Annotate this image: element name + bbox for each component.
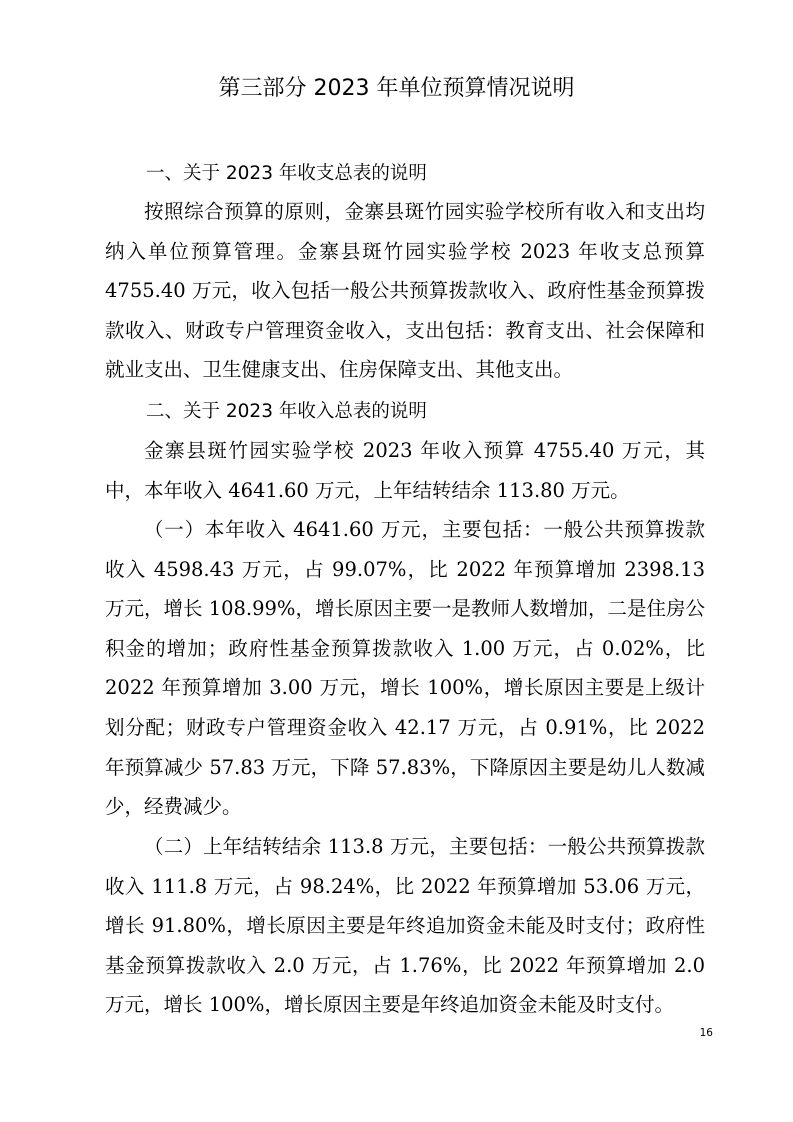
section-2-paragraph-3: （二）上年结转结余 113.8 万元，主要包括：一般公共预算拨款收入 111.8 万元，占 98.24%，比 2022 年预算增加 53.06 万元，增长 91.80%，增长原因主要是年终追加资金未能及时支付；政府性基金预算拨款收入 2.0 万元，占 1.76%，比 2022 年预算增加 2.0 万元，增长 100%，增长原因主要是年终追加资金未能及时支付。 — [105, 835, 705, 1017]
section-2-paragraph-2: （一）本年收入 4641.60 万元，主要包括：一般公共预算拨款收入 4598.43 万元，占 99.07%，比 2022 年预算增加 2398.13 万元，增长 108.99%，增长原因主要一是教师人数增加，二是住房公积金的增加；政府性基金预算拨款收入 1.00 万元，占 0.02%，比 2022 年预算增加 3.00 万元，增长 100%，增长原因主要是上级计划分配；财政专户管理资金收入 42.17 万元，占 0.91%，比 2022 年预算减少 57.83 万元，下降 57.83%，下降原因主要是幼儿人数减少，经费减少。 — [105, 518, 705, 819]
page-number: 16 — [699, 1027, 713, 1039]
section-heading-1: 一、关于 2023 年收支总表的说明 — [146, 163, 427, 184]
section-2-paragraph-1: 金寨县斑竹园实验学校 2023 年收入预算 4755.40 万元，其中，本年收入 4641.60 万元，上年结转结余 113.80 万元。 — [105, 439, 705, 502]
section-1-paragraph-1: 按照综合预算的原则，金寨县斑竹园实验学校所有收入和支出均纳入单位预算管理。金寨县斑竹园实验学校 2023 年收支总预算 4755.40 万元，收入包括一般公共预算拨款收入、政府性基金预算拨款收入、财政专户管理资金收入，支出包括：教育支出、社会保障和就业支出、卫生健康支出、住房保障支出、其他支出。 — [105, 200, 705, 382]
page-title: 第三部分 2023 年单位预算情况说明 — [218, 76, 575, 101]
section-heading-2: 二、关于 2023 年收入总表的说明 — [146, 401, 427, 422]
